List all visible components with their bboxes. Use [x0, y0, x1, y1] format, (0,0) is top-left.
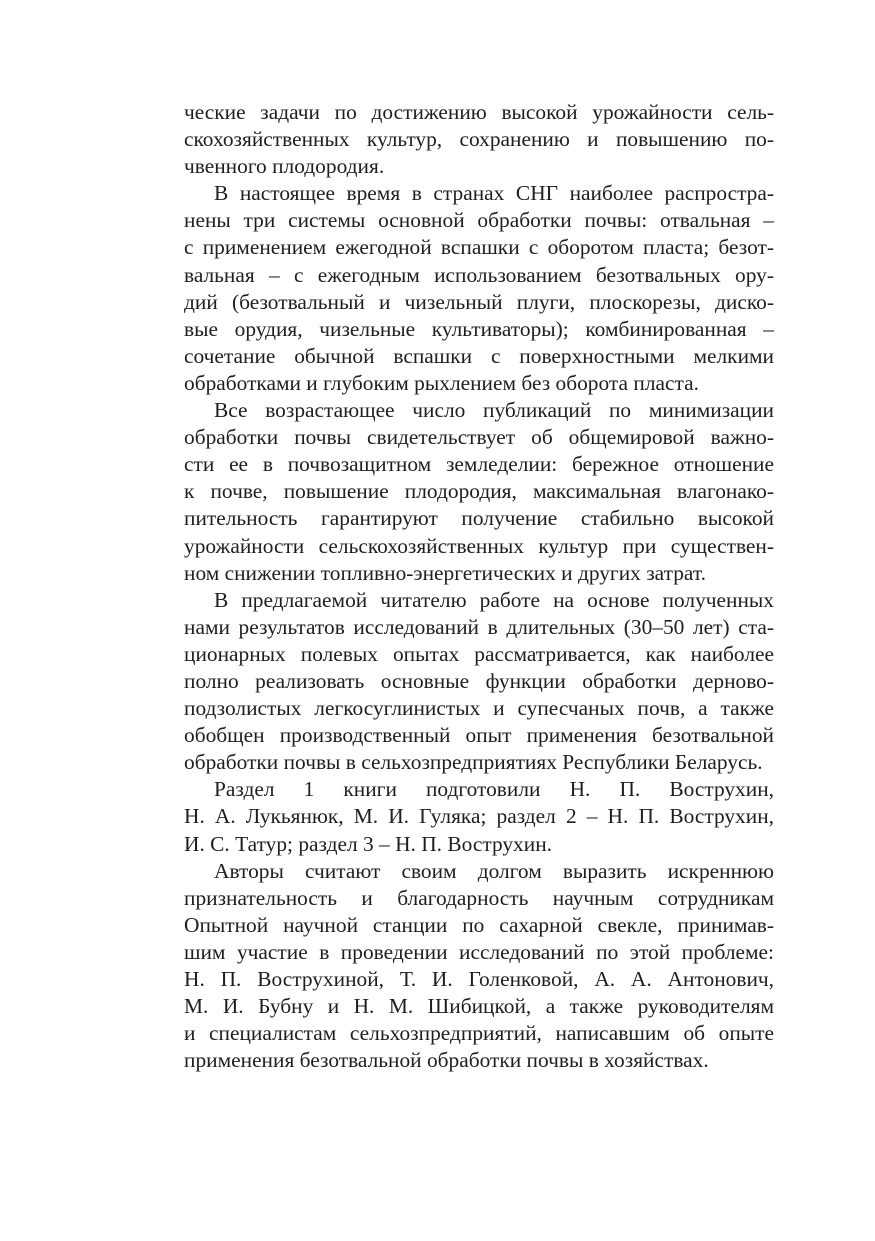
text-line: нены три системы основной обработки почвы: отвальная – [184, 208, 774, 233]
text-line: обработками и глубоким рыхлением без оборота пласта. [184, 370, 699, 395]
text-line: шим участие в проведении исследований по этой проблеме: [184, 939, 774, 964]
text-line: ческие задачи по достижению высокой урожайности сель- [184, 100, 774, 124]
text-line: обработки почвы свидетельствует об общемировой важно- [184, 425, 774, 450]
text-line: вальная – с ежегодным использованием безотвальных ору- [184, 262, 774, 287]
text-line: И. С. Татур; раздел 3 – Н. П. Вострухин. [184, 831, 552, 856]
text-line: признательность и благодарность научным сотрудникам [184, 885, 774, 910]
text-line: сочетание обычной вспашки с поверхностными мелкими [184, 343, 774, 368]
text-line: скохозяйственных культур, сохранению и повышению по- [184, 127, 774, 152]
paragraph-3 [184, 397, 774, 587]
text-line: обобщен производственный опыт применения безотвальной [184, 723, 774, 748]
text-line: к почве, повышение плодородия, максимальная влагонако- [184, 479, 774, 504]
text-line: Н. П. Вострухиной, Т. И. Голенковой, А. А. Антонович, [184, 967, 774, 991]
text-line: ном снижении топливно-энергетических и других затрат. [184, 560, 706, 585]
text-line: Опытной научной станции по сахарной свекле, принимав- [184, 912, 774, 937]
paragraph-4 [184, 587, 774, 777]
text-line: нами результатов исследований в длительных (30–50 лет) ста- [184, 614, 774, 639]
text-line: подзолистых легкосуглинистых и супесчаных почв, а также [184, 696, 774, 721]
text-line: обработки почвы в сельхозпредприятиях Республики Беларусь. [184, 750, 763, 775]
text-line: М. И. Бубну и Н. М. Шибицкой, а также руководителям [184, 994, 774, 1019]
text-line: В предлагаемой читателю работе на основе полученных [214, 587, 774, 612]
paragraph-2 [184, 180, 774, 397]
text-line: чвенного плодородия. [184, 154, 385, 179]
text-line: полно реализовать основные функции обработки дерново- [184, 668, 774, 693]
text-line: Н. А. Лукьянюк, М. И. Гуляка; раздел 2 – Н. П. Вострухин, [184, 804, 774, 829]
text-line: Авторы считают своим долгом выразить искреннюю [214, 858, 774, 883]
text-line: сти ее в почвозащитном земледелии: бережное отношение [184, 452, 774, 477]
text-line: Все возрастающее число публикаций по минимизации [214, 398, 774, 423]
page-body [184, 99, 774, 1074]
paragraph-6 [184, 858, 774, 1075]
text-line: и специалистам сельхозпредприятий, написавшим об опыте [184, 1021, 774, 1046]
text-line: применения безотвальной обработки почвы в хозяйствах. [184, 1048, 709, 1073]
text-line: пительность гарантируют получение стабильно высокой [184, 506, 774, 531]
text-line: вые орудия, чизельные культиваторы); комбинированная – [184, 316, 774, 341]
text-line: дий (безотвальный и чизельный плуги, плоскорезы, диско- [184, 289, 774, 314]
text-line: с применением ежегодной вспашки с оборотом пласта; безот- [184, 235, 774, 260]
text-line: ционарных полевых опытах рассматривается, как наиболее [184, 641, 774, 666]
text-line: урожайности сельскохозяйственных культур при существен- [184, 533, 774, 558]
paragraph-1 [184, 99, 774, 180]
paragraph-5 [184, 776, 774, 857]
text-line: В настоящее время в странах СНГ наиболее распростра- [214, 181, 774, 206]
text-line: Раздел 1 книги подготовили Н. П. Вострухин, [214, 777, 774, 802]
